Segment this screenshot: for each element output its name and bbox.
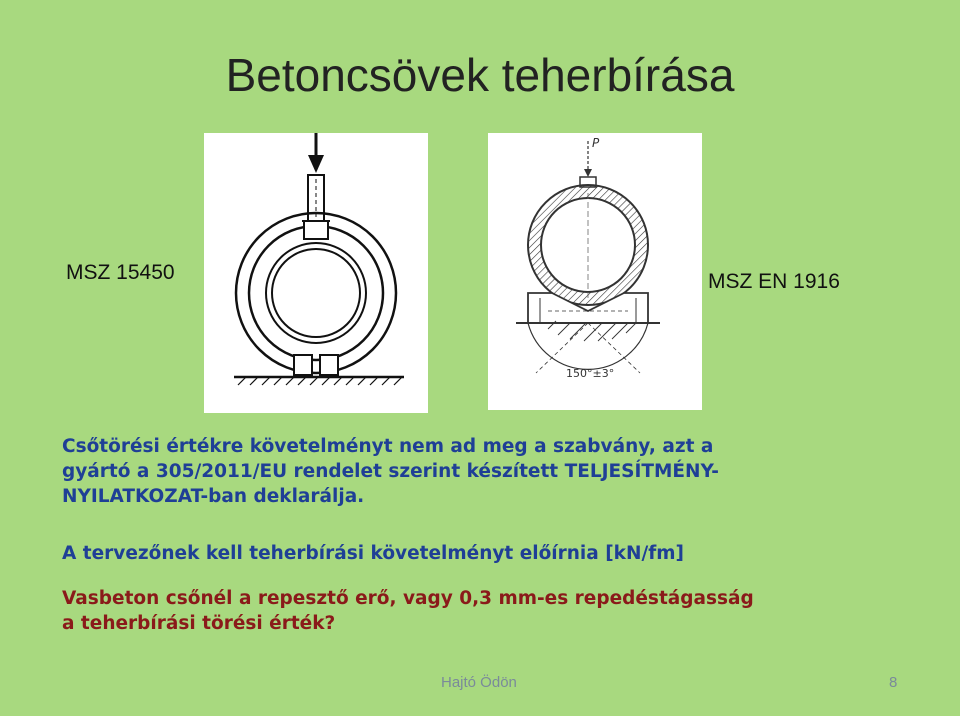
paragraph-line: Vasbeton csőnél a repesztő erő, vagy 0,3 mm-es repedéstágasság bbox=[62, 588, 754, 609]
paragraph-requirements bbox=[62, 434, 892, 509]
standard-label-msz-en-1916: MSZ EN 1916 bbox=[708, 270, 840, 293]
load-arrow-icon bbox=[308, 155, 324, 173]
paragraph-line: NYILATKOZAT-ban deklarálja. bbox=[62, 486, 365, 507]
paragraph-line: a teherbírási törési érték? bbox=[62, 613, 336, 634]
pipe-test-diagram-msz bbox=[204, 133, 428, 413]
angle-label: 150°±3° bbox=[566, 367, 615, 380]
footer-author: Hajtó Ödön bbox=[441, 674, 517, 691]
pipe-test-drawing-left bbox=[204, 133, 428, 413]
slide-title: Betoncsövek teherbírása bbox=[225, 49, 735, 101]
pipe-test-diagram-en bbox=[488, 133, 702, 410]
paragraph-designer bbox=[62, 541, 892, 566]
paragraph-question bbox=[62, 586, 902, 636]
page-number: 8 bbox=[889, 674, 898, 691]
load-symbol: P bbox=[592, 136, 600, 150]
load-arrow-icon bbox=[584, 169, 592, 177]
paragraph-line: A tervezőnek kell teherbírási követelményt előírnia [kN/fm] bbox=[62, 543, 684, 564]
standard-label-msz-15450: MSZ 15450 bbox=[66, 261, 175, 284]
paragraph-line: gyártó a 305/2011/EU rendelet szerint készített TELJESÍTMÉNY- bbox=[62, 461, 719, 482]
paragraph-line: Csőtörési értékre követelményt nem ad meg a szabvány, azt a bbox=[62, 436, 714, 457]
pipe-test-drawing-right bbox=[488, 133, 702, 410]
